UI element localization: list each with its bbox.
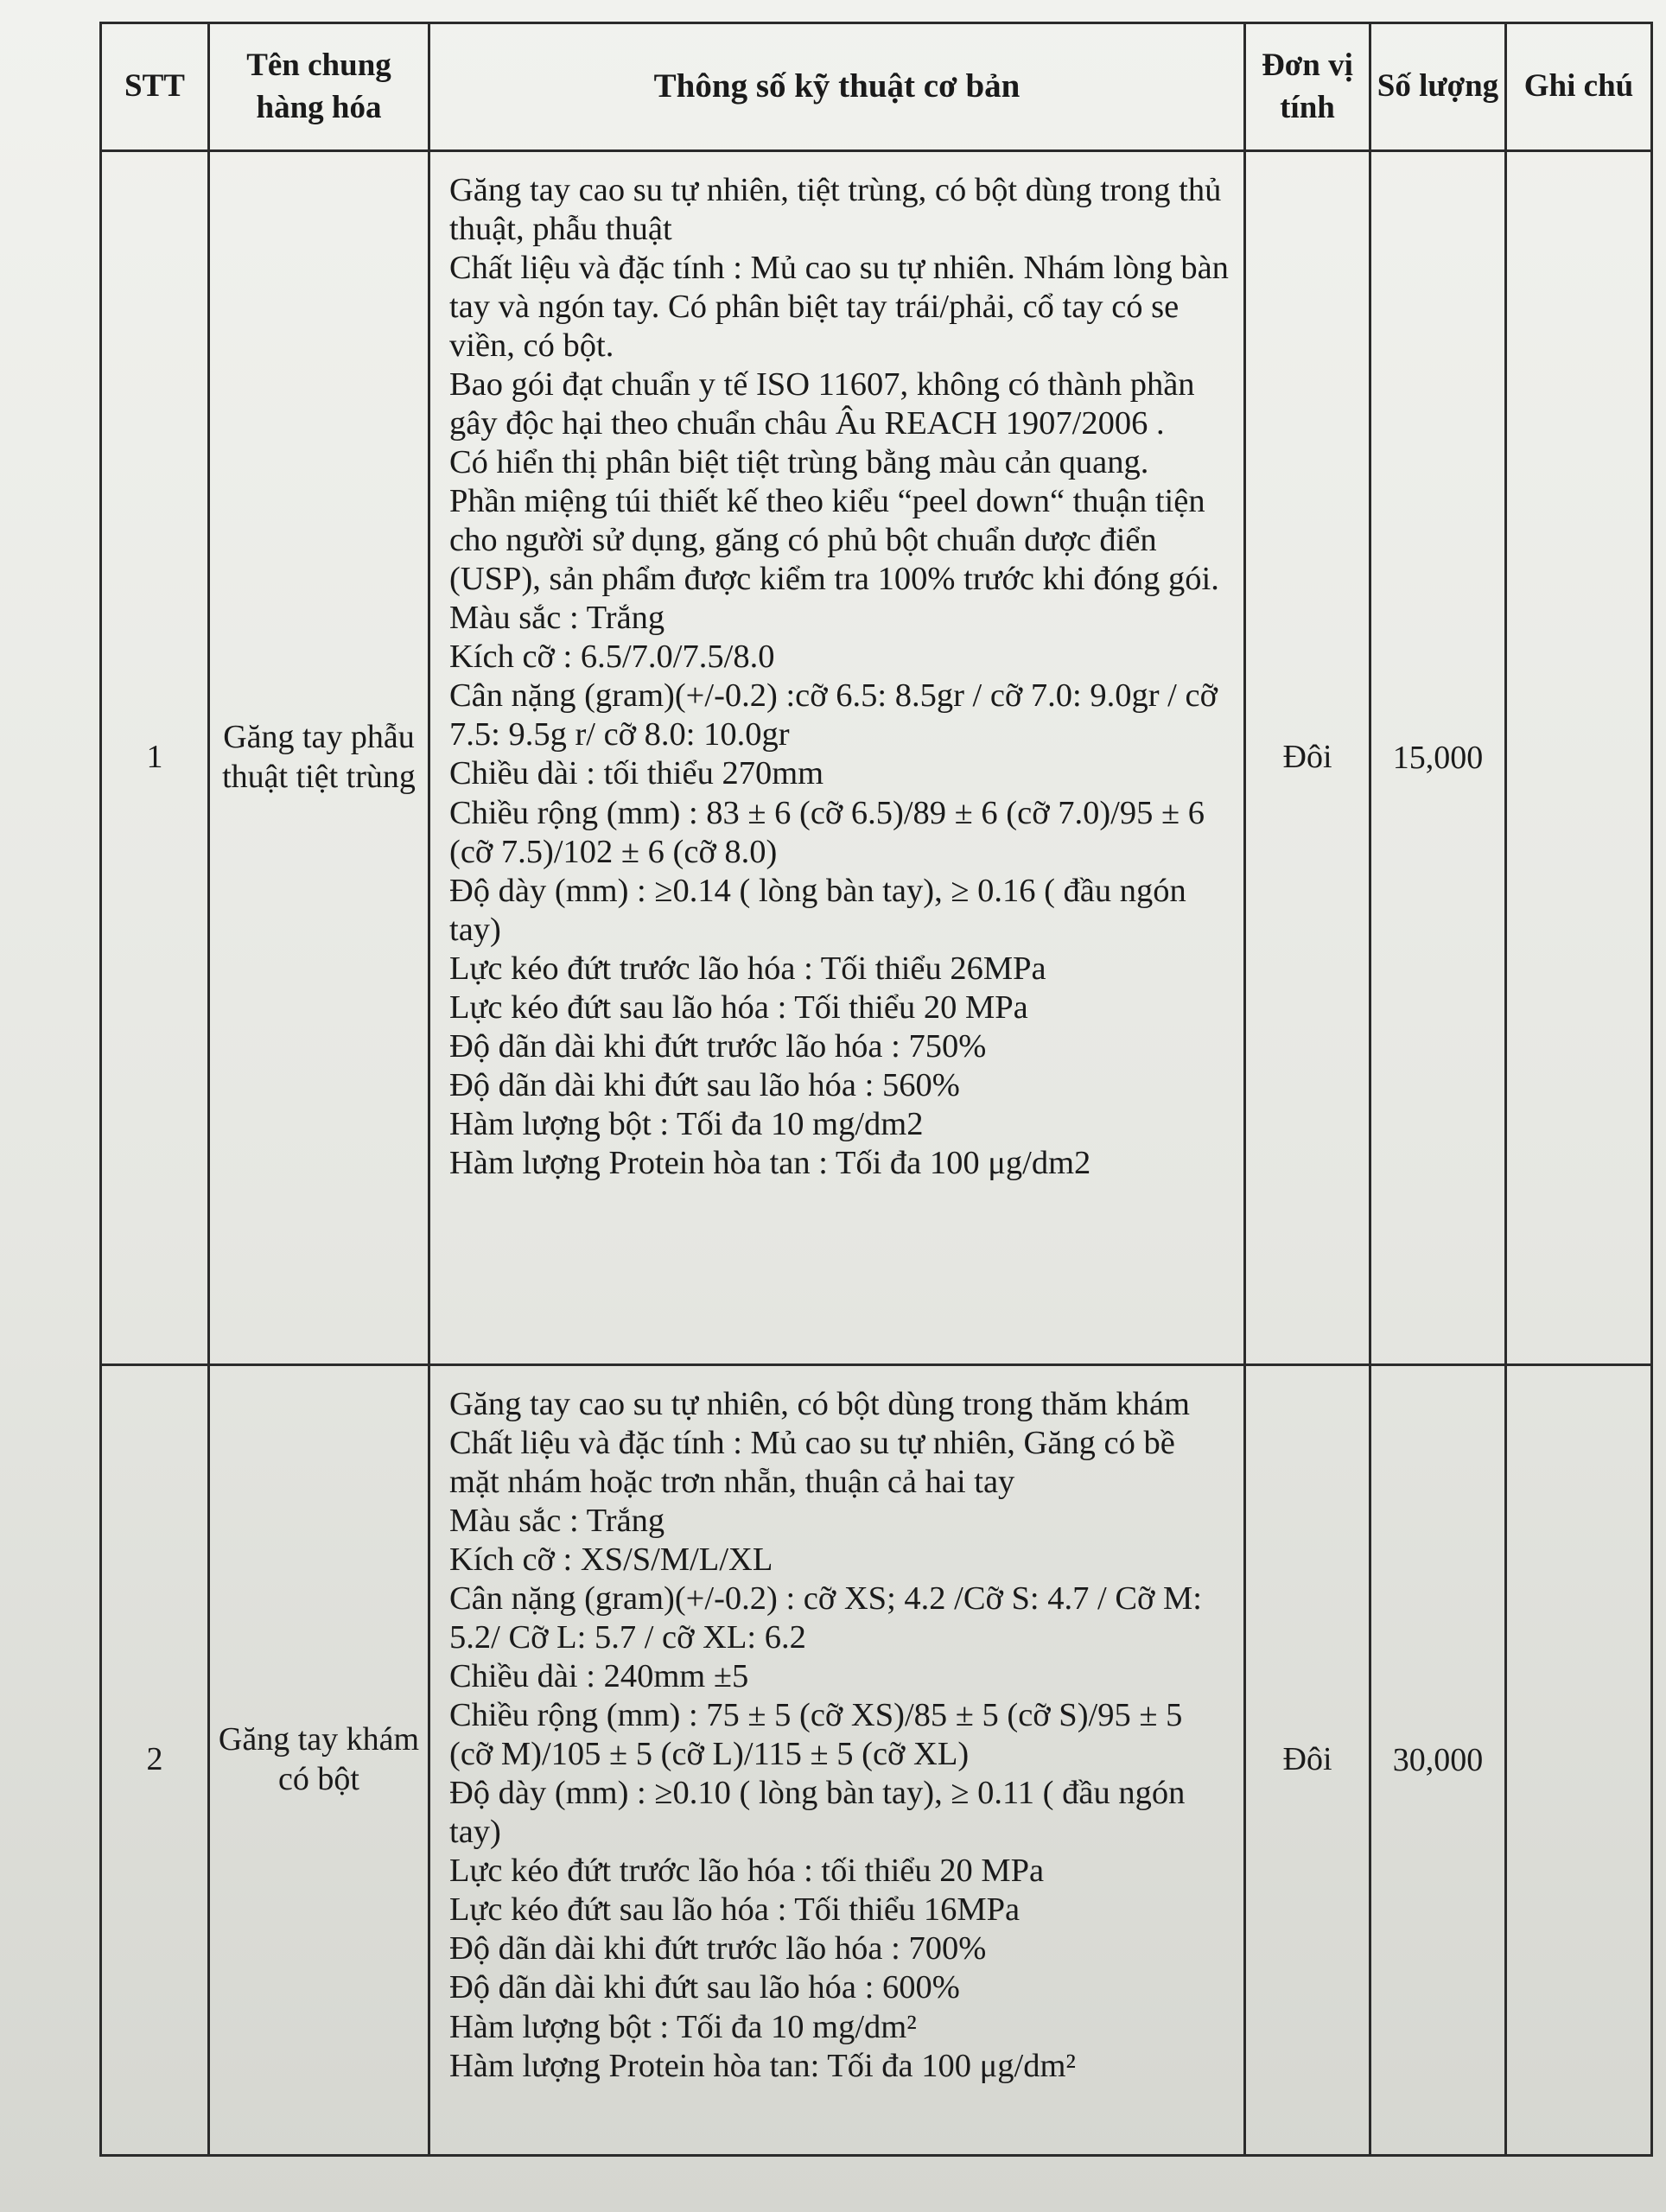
row-quantity: 30,000 xyxy=(1370,1365,1506,2156)
spec-line: Chiều dài : 240mm ±5 xyxy=(449,1658,749,1695)
spec-line: Lực kéo đứt sau lão hóa : Tối thiểu 20 MPa xyxy=(449,988,1028,1026)
spec-line: Hàm lượng bột : Tối đa 10 mg/dm2 xyxy=(449,1105,924,1142)
spec-line: Chất liệu và đặc tính : Mủ cao su tự nhiên, Găng có bề mặt nhám hoặc trơn nhẵn, thuận cả hai tay xyxy=(449,1425,1175,1501)
header-name: Tên chung hàng hóa xyxy=(209,23,429,151)
spec-line: Kích cỡ : XS/S/M/L/XL xyxy=(449,1541,773,1579)
row-product-name: Găng tay khám có bột xyxy=(209,1365,429,2156)
spec-line: Lực kéo đứt sau lão hóa : Tối thiểu 16MPa xyxy=(449,1891,1021,1929)
spec-line: Hàm lượng Protein hòa tan: Tối đa 100 μg/dm² xyxy=(449,2047,1076,2084)
spec-line: Độ dày (mm) : ≥0.10 ( lòng bàn tay), ≥ 0.11 ( đầu ngón tay) xyxy=(449,1775,1186,1851)
spec-line: Bao gói đạt chuẩn y tế ISO 11607, không có thành phần gây độc hại theo chuẩn châu Âu REACH 1907/2006 . xyxy=(449,366,1195,442)
spec-line: Găng tay cao su tự nhiên, có bột dùng trong thăm khám xyxy=(449,1386,1191,1422)
header-quantity: Số lượng xyxy=(1370,23,1506,151)
spec-line: Kích cỡ : 6.5/7.0/7.5/8.0 xyxy=(449,639,775,676)
header-note: Ghi chú xyxy=(1506,23,1652,151)
spec-line: Phần miệng túi thiết kế theo kiểu “peel down“ thuận tiện cho người sử dụng, găng có phủ bột chuẩn dược điển (USP), sản phẩm được kiểm tra 100% trước khi đóng gói. xyxy=(449,483,1219,598)
row-stt: 1 xyxy=(101,151,209,1365)
header-stt: STT xyxy=(101,23,209,151)
row-spec xyxy=(429,1365,1245,2156)
row-note xyxy=(1506,1365,1652,2156)
header-unit: Đơn vị tính xyxy=(1245,23,1370,151)
row-unit: Đôi xyxy=(1245,151,1370,1365)
table-row xyxy=(101,151,1652,1365)
spec-line: Chiều rộng (mm) : 75 ± 5 (cỡ XS)/85 ± 5 (cỡ S)/95 ± 5 (cỡ M)/105 ± 5 (cỡ L)/115 ± 5 (cỡ XL) xyxy=(449,1697,1183,1773)
spec-line: Độ dày (mm) : ≥0.14 ( lòng bàn tay), ≥ 0.16 ( đầu ngón tay) xyxy=(449,872,1186,948)
table-header xyxy=(101,23,1652,151)
spec-line: Độ dãn dài khi đứt sau lão hóa : 600% xyxy=(449,1969,960,2006)
spec-line: Độ dãn dài khi đứt sau lão hóa : 560% xyxy=(449,1066,960,1103)
spec-line: Cân nặng (gram)(+/-0.2) : cỡ XS; 4.2 /Cỡ S: 4.7 / Cỡ M: 5.2/ Cỡ L: 5.7 / cỡ XL: 6.2 xyxy=(449,1580,1202,1656)
spec-line: Lực kéo đứt trước lão hóa : tối thiểu 20 MPa xyxy=(449,1853,1045,1890)
row-unit: Đôi xyxy=(1245,1365,1370,2156)
spec-line: Độ dãn dài khi đứt trước lão hóa : 700% xyxy=(449,1930,987,1967)
table-body xyxy=(101,151,1652,2156)
row-stt: 2 xyxy=(101,1365,209,2156)
row-quantity: 15,000 xyxy=(1370,151,1506,1365)
spec-line: Lực kéo đứt trước lão hóa : Tối thiểu 26MPa xyxy=(449,950,1046,987)
spec-line: Chiều rộng (mm) : 83 ± 6 (cỡ 6.5)/89 ± 6 (cỡ 7.0)/95 ± 6 (cỡ 7.5)/102 ± 6 (cỡ 8.0) xyxy=(449,794,1205,870)
spec-line: Độ dãn dài khi đứt trước lão hóa : 750% xyxy=(449,1027,987,1065)
row-product-name: Găng tay phẫu thuật tiệt trùng xyxy=(209,151,429,1365)
spec-line: Màu sắc : Trắng xyxy=(449,1503,665,1540)
spec-line: Găng tay cao su tự nhiên, tiệt trùng, có bột dùng trong thủ thuật, phẫu thuật xyxy=(449,172,1222,248)
row-spec xyxy=(429,151,1245,1365)
specification-table xyxy=(99,22,1653,2157)
header-spec: Thông số kỹ thuật cơ bản xyxy=(429,23,1245,151)
spec-line: Hàm lượng Protein hòa tan : Tối đa 100 μg/dm2 xyxy=(449,1144,1091,1181)
spec-line: Màu sắc : Trắng xyxy=(449,600,665,637)
header-row xyxy=(101,23,1652,151)
spec-line: Có hiển thị phân biệt tiệt trùng bằng màu cản quang. xyxy=(449,444,1149,481)
spec-line: Chiều dài : tối thiểu 270mm xyxy=(449,755,824,792)
spec-line: Chất liệu và đặc tính : Mủ cao su tự nhiên. Nhám lòng bàn tay và ngón tay. Có phân biệt tay trái/phải, cổ tay có se viền, có bột. xyxy=(449,250,1229,365)
spec-line: Cân nặng (gram)(+/-0.2) :cỡ 6.5: 8.5gr / cỡ 7.0: 9.0gr / cỡ 7.5: 9.5g r/ cỡ 8.0: 10.0gr xyxy=(449,677,1218,753)
table-row xyxy=(101,1365,1652,2156)
spec-line: Hàm lượng bột : Tối đa 10 mg/dm² xyxy=(449,2008,917,2045)
row-note xyxy=(1506,151,1652,1365)
